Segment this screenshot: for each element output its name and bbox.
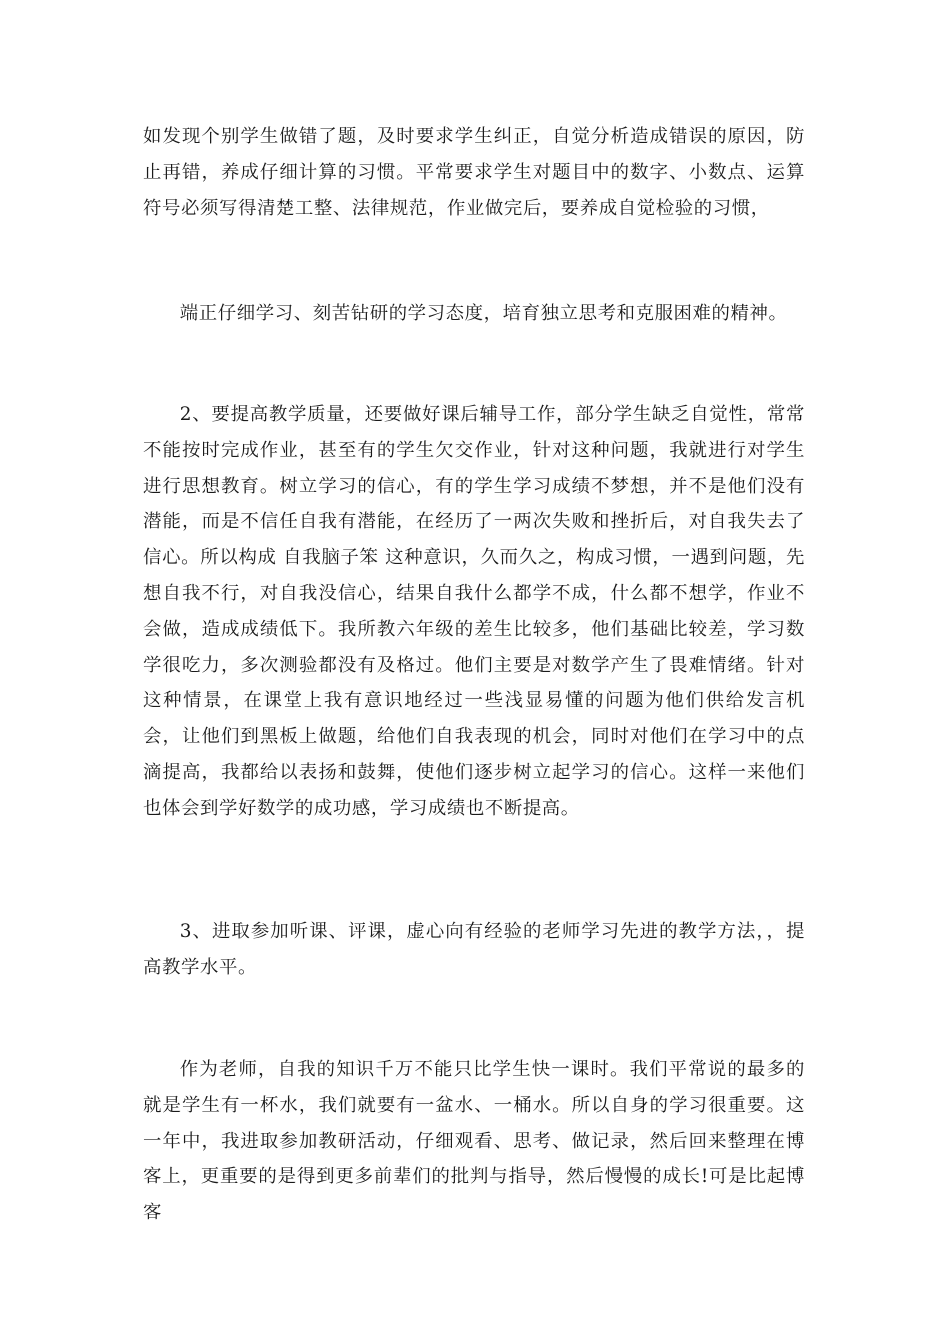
paragraph-study-attitude: 端正仔细学习、刻苦钻研的学习态度，培育独立思考和克服困难的精神。 — [179, 303, 788, 324]
paragraph-error-correction: 如发现个别学生做错了题，及时要求学生纠正，自觉分析造成错误的原因，防止再错，养成仔细计算的习惯。平常要求学生对题目中的数字、小数点、运算符号必须写得清楚工整、法律规范，作业做完后，要养成自觉检验的习惯， — [143, 126, 805, 219]
paragraph-teacher-self-study: 作为老师，自我的知识千万不能只比学生快一课时。我们平常说的最多的就是学生有一杯水，我们就要有一盆水、一桶水。所以自身的学习很重要。这一年中，我进取参加教研活动，仔细观看、思考、做记录，然后回来整理在博客上，更重要的是得到更多前辈们的批判与指导，然后慢慢的成长!可是比起博客 — [143, 1059, 805, 1224]
paragraph-lesson-observation: 3、进取参加听课、评课，虚心向有经验的老师学习先进的教学方法，，提高教学水平。 — [143, 921, 805, 978]
paragraph-after-class-tutoring: 2、要提高教学质量，还要做好课后辅导工作，部分学生缺乏自觉性，常常不能按时完成作业，甚至有的学生欠交作业，针对这种问题，我就进行对学生进行思想教育。树立学习的信心，有的学生学习成绩不梦想，并不是他们没有潜能，而是不信任自我有潜能，在经历了一两次失败和挫折后，对自我失去了信心。所以构成 自我脑子笨 这种意识，久而久之，构成习惯，一遇到问题，先想自我不行，对自我没信心，结果自我什么都学不成，什么都不想学，作业不会做，造成成绩低下。我所教六年级的差生比较多，他们基础比较差，学习数学很吃力，多次测验都没有及格过。他们主要是对数学产生了畏难情绪。针对这种情景，在课堂上我有意识地经过一些浅显易懂的问题为他们供给发言机会，让他们到黑板上做题，给他们自我表现的机会，同时对他们在学习中的点滴提高，我都给以表扬和鼓舞，使他们逐步树立起学习的信心。这样一来他们也体会到学好数学的成功感，学习成绩也不断提高。 — [143, 404, 805, 819]
